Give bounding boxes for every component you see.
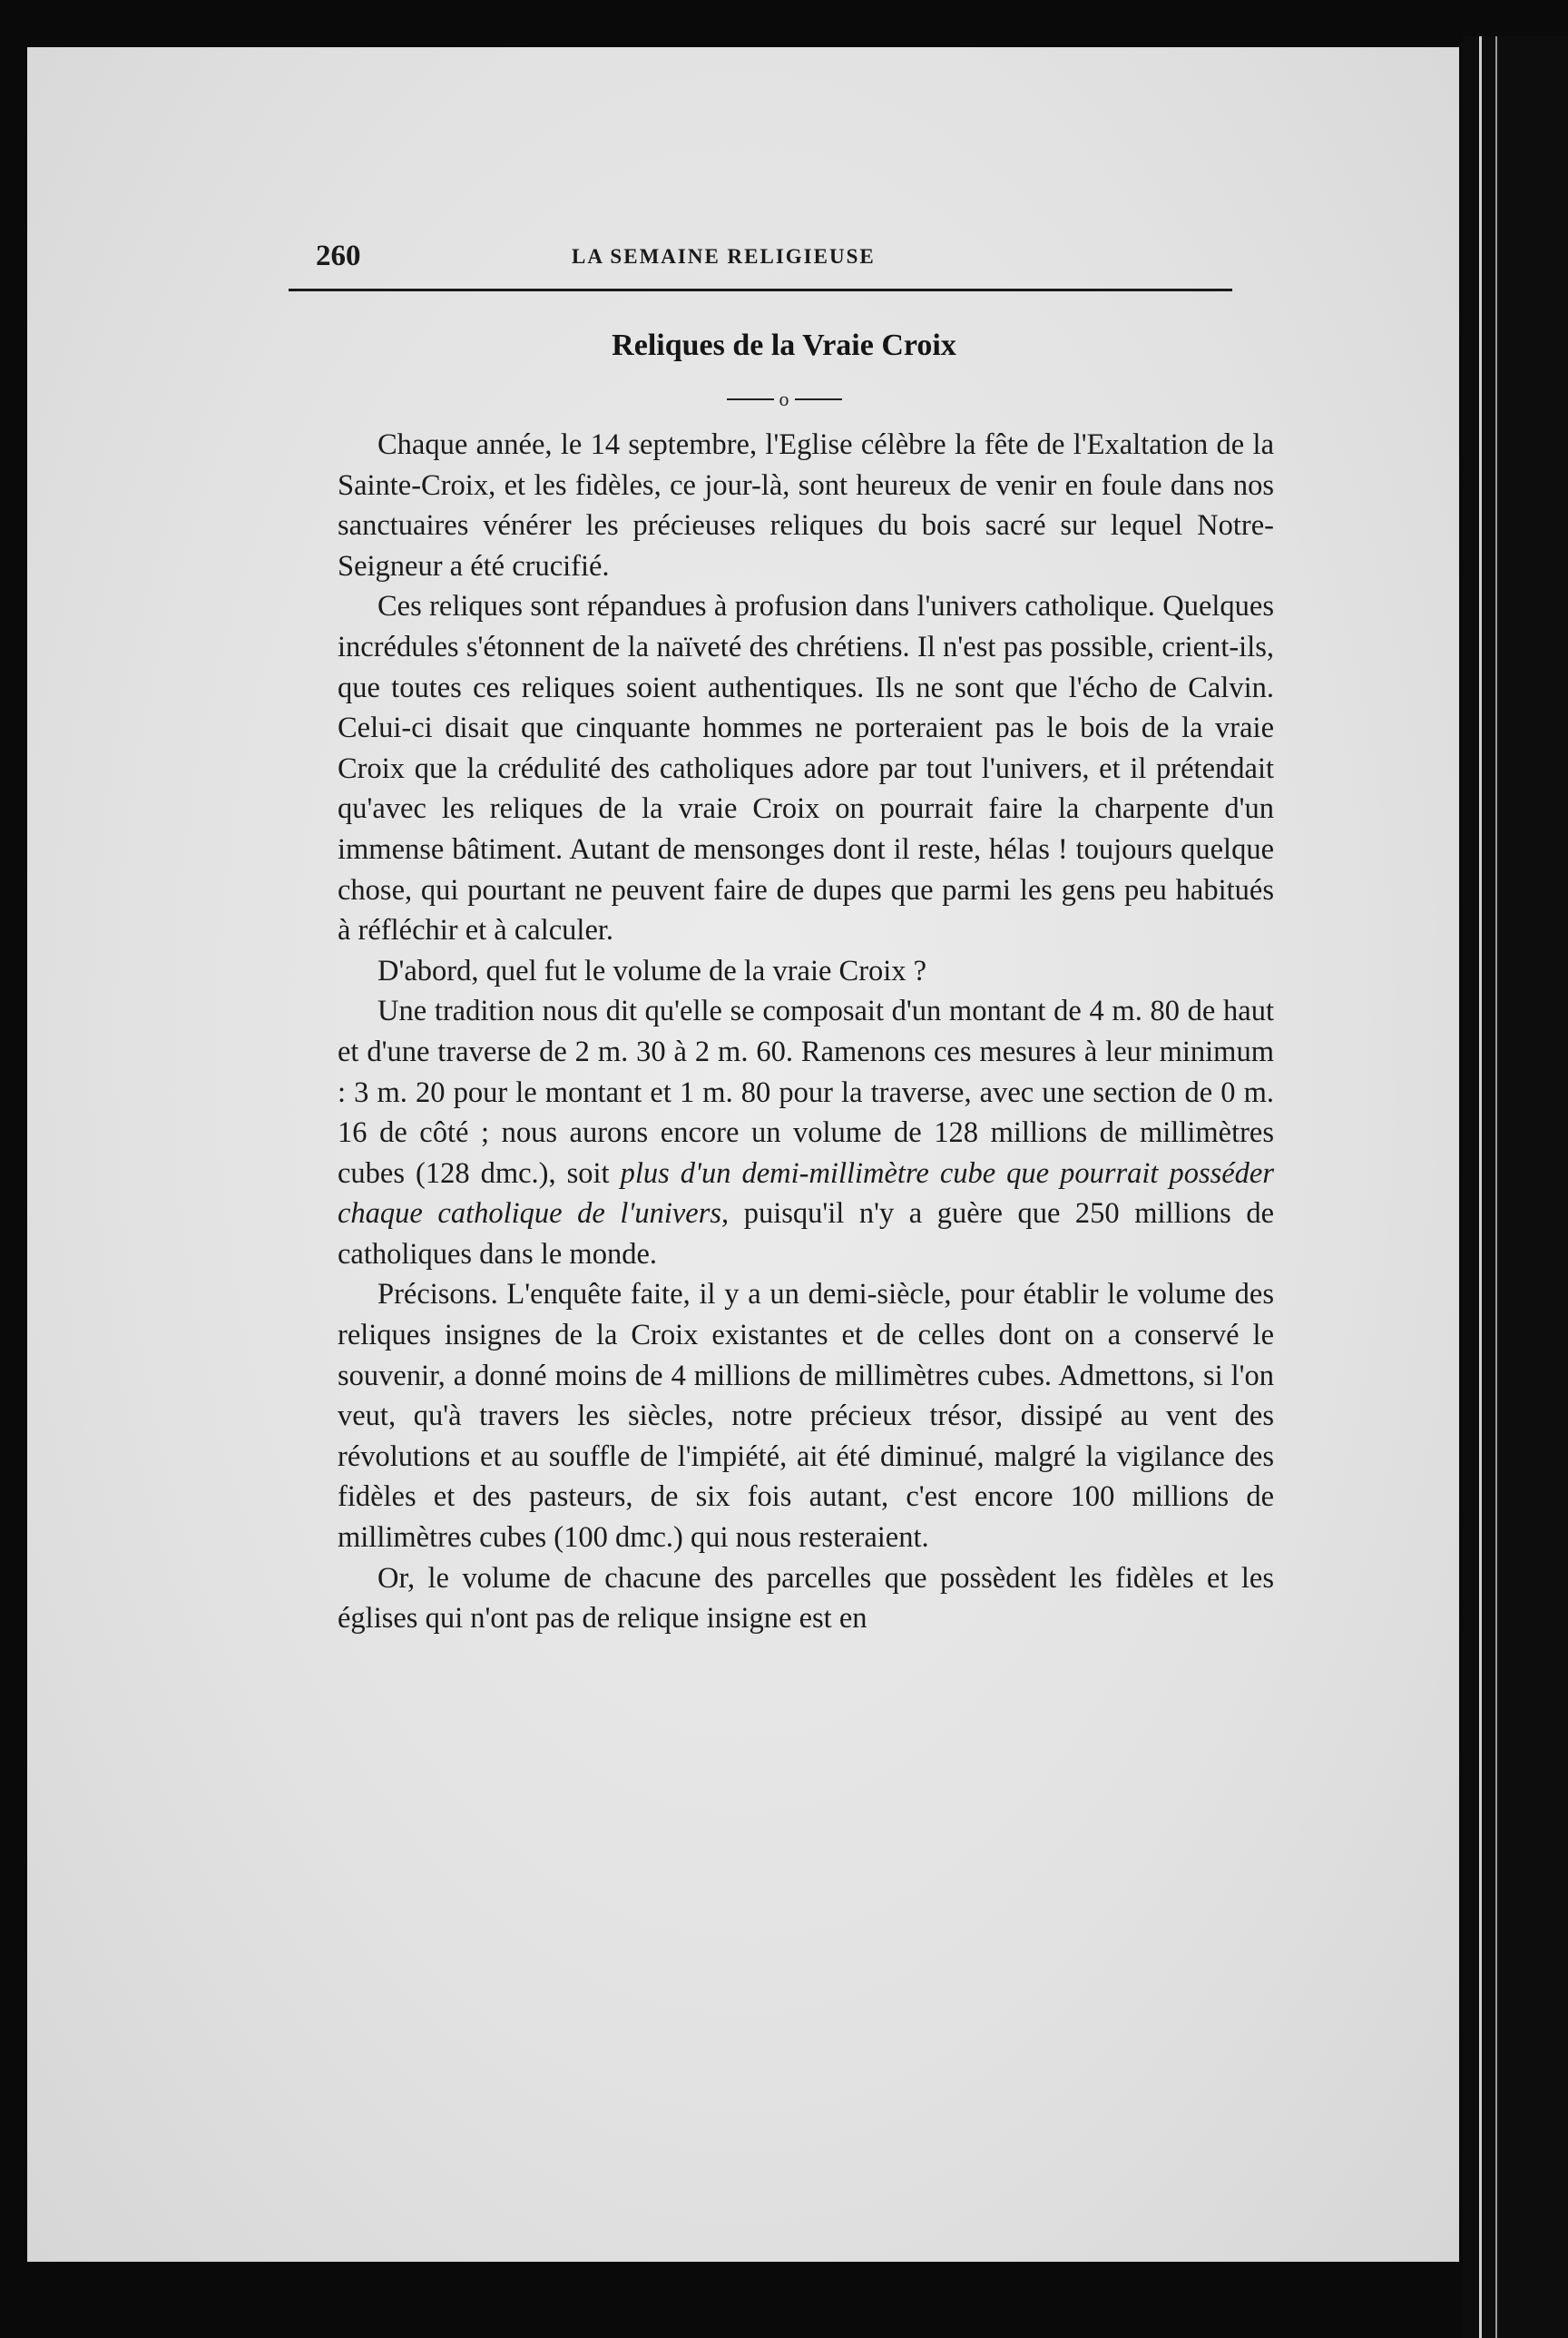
paragraph-text: Une tradition nous dit qu'elle se composait d'un montant de 4 m. 80 de haut et d'une traverse de 2 m. 30 à 2 m. 60. Ramenons ces mesures à leur minimum : 3 m. 20 pour le montant et 1 m. 80 pour la traverse, avec une section de 0 m. 16 de côté ; nous aurons encore un volume de 128 millions de millimètres cubes (128 dmc.), soit [338,995,1274,1190]
page-edge-line [1495,36,1497,2338]
adjacent-page-edge [1463,36,1568,2338]
paragraph-text: puisqu'il n'y a guère que 250 millions de catholiques dans le monde. [338,1197,1274,1271]
paragraph: D'abord, quel fut le volume de la vraie Croix ? [377,954,927,987]
header-rule [289,289,1232,291]
page-number: 260 [316,240,361,272]
paragraph: Ces reliques sont répandues à profusion dans l'univers catholique. Quelques incrédules s'étonnent de la naïveté des chrétiens. Il n'est pas possible, crient-ils, que toutes ces reliques soient authentiques. Ils ne sont que l'écho de Calvin. Celui-ci disait que cinquante hommes ne porteraient pas le bois de la vraie Croix que la crédulité des catholiques adore par tout l'univers, et il prétendait qu'avec les reliques de la vraie Croix on pourrait faire la charpente d'un immense bâtiment. Autant de mensonges dont il reste, hélas ! toujours quelque chose, qui pourtant ne peuvent faire de dupes que parmi les gens peu habitués à réfléchir et à calculer. [338,590,1274,948]
page-header [289,232,1232,287]
paragraph: Précisons. L'enquête faite, il y a un demi-siècle, pour établir le volume des reliques insignes de la Croix existantes et de celles dont on a conservé le souvenir, a donné moins de 4 millions de millimètres cubes. Admettons, si l'on veut, qu'à travers les siècles, notre précieux trésor, dissipé au vent des révolutions et au souffle de l'impiété, ait été diminué, malgré la vigilance des fidèles et des pasteurs, de six fois autant, c'est encore 100 millions de millimètres cubes (100 dmc.) qui nous resteraient. [338,1278,1274,1555]
title-ornament [0,386,1568,411]
article-body [338,425,1274,1639]
paragraph: Chaque année, le 14 septembre, l'Eglise célèbre la fête de l'Exaltation de la Sainte-Croix, et les fidèles, ce jour-là, sont heureux de venir en foule dans nos sanctuaires vénérer les précieuses reliques du bois sacré sur lequel Notre-Seigneur a été crucifié. [338,428,1274,583]
page-edge-line [1479,36,1482,2338]
italic-passage: plus d'un demi-millimètre cube que pourrait posséder chaque catholique de l'univers, [338,1156,1274,1231]
running-title: LA SEMAINE RELIGIEUSE [572,245,876,268]
paragraph: Or, le volume de chacune des parcelles que possèdent les fidèles et les églises qui n'ont pas de relique insigne est en [338,1561,1274,1636]
paragraph [338,991,1274,1274]
ornament-circle: o [779,387,789,410]
ornament-dash [795,398,842,400]
ornament-dash [727,398,774,400]
article-title: Reliques de la Vraie Croix [612,329,956,362]
